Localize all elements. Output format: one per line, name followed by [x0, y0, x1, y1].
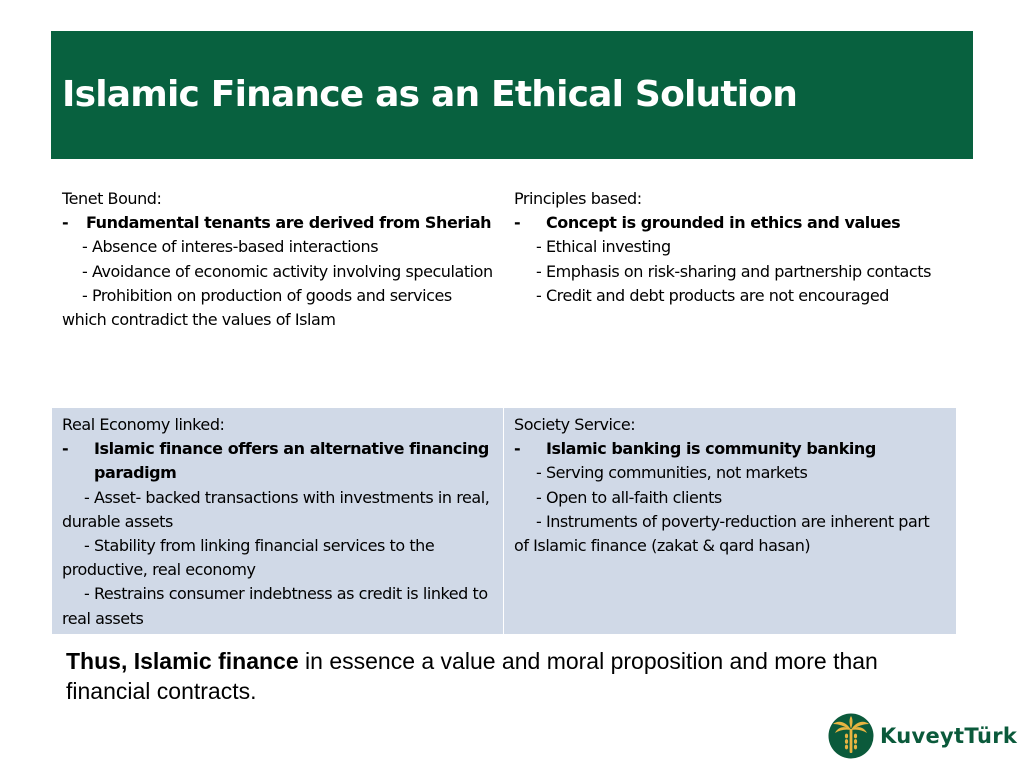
bullet-point: [514, 211, 946, 235]
logo-wordmark: KuveytTürk: [880, 724, 1018, 748]
bullet-point: [62, 437, 493, 485]
sub-item: - Asset- backed transactions with investments in real, durable assets: [62, 487, 490, 531]
cell-tenet-bound: [52, 182, 503, 408]
sub-item: - Serving communities, not markets: [536, 463, 808, 483]
conclusion-bold: Thus, Islamic finance: [66, 648, 299, 674]
bullet-text: Fundamental tenants are derived from Sheriah: [86, 213, 492, 233]
dash-bullet-icon: -: [514, 213, 521, 233]
sub-item: - Open to all-faith clients: [536, 487, 722, 507]
dash-bullet-icon: -: [514, 439, 521, 459]
sub-item: - Credit and debt products are not encouraged: [536, 285, 889, 305]
sub-item: - Avoidance of economic activity involving speculation: [82, 261, 493, 281]
sub-item: - Instruments of poverty-reduction are inherent part of Islamic finance (zakat & qard hasan): [514, 511, 930, 556]
cell-principles-based: [504, 182, 956, 408]
sub-item: - Stability from linking financial services to the productive, real economy: [62, 536, 435, 580]
slide-title: Islamic Finance as an Ethical Solution: [62, 74, 798, 115]
cell-society-service: [504, 408, 956, 634]
bullet-point: [514, 437, 946, 461]
bullet-text: Islamic finance offers an alternative financing paradigm: [94, 439, 489, 483]
conclusion-rest: in essence a value and moral proposition and more than financial contracts.: [66, 648, 878, 704]
dash-bullet-icon: -: [62, 439, 69, 459]
sub-item: - Absence of interes-based interactions: [82, 237, 379, 257]
company-logo: [828, 713, 1024, 761]
title-banner: [51, 31, 973, 159]
sub-item: - Prohibition on production of goods and services which contradict the values of Islam: [62, 285, 452, 330]
cell-real-economy: [52, 408, 503, 634]
cell-heading: Real Economy linked:: [62, 415, 225, 434]
wheat-palm-logo-icon: [828, 713, 874, 759]
dash-bullet-icon: -: [62, 213, 69, 233]
cell-heading: Society Service:: [514, 415, 636, 434]
bullet-text: Islamic banking is community banking: [546, 439, 876, 459]
content-grid: [52, 182, 956, 634]
sub-item: - Ethical investing: [536, 237, 671, 257]
sub-item: - Emphasis on risk-sharing and partnership contacts: [536, 261, 931, 281]
cell-heading: Tenet Bound:: [62, 189, 162, 208]
sub-item: - Restrains consumer indebtness as credit is linked to real assets: [62, 584, 488, 628]
bullet-point: [62, 211, 493, 235]
conclusion-text: [66, 646, 946, 706]
cell-heading: Principles based:: [514, 189, 642, 208]
bullet-text: Concept is grounded in ethics and values: [546, 213, 901, 233]
